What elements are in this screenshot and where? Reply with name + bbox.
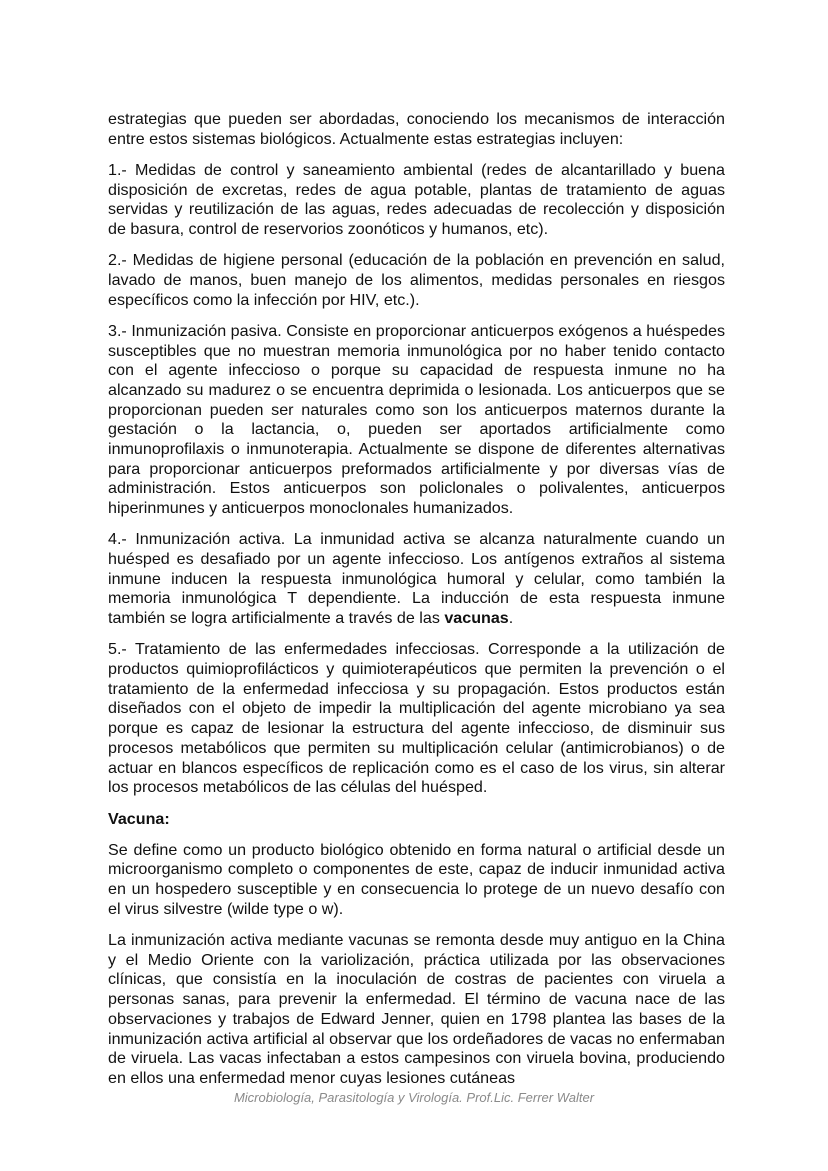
item-4-text: 4.- Inmunización activa. La inmunidad activa se alcanza naturalmente cuando un huésped es desafiado por un agente infeccioso. Los antígenos extraños al sistema inmune inducen la respuesta inmunológica humoral y celular, como también la memoria inmunológica T dependiente. La inducción de esta respuesta inmune también se logra artificialmente a través de las: [108, 530, 725, 628]
strategy-item-2: 2.- Medidas de higiene personal (educación de la población en prevención en salud, lavado de manos, buen manejo de los alimentos, medidas personales en riesgos específicos como la infección por HIV, etc.).: [108, 251, 725, 309]
document-body: [108, 110, 725, 1100]
strategy-item-5: 5.- Tratamiento de las enfermedades infecciosas. Corresponde a la utilización de productos quimioprofilácticos y quimioterapéuticos que permiten la prevención o el tratamiento de la enfermedad infecciosa y su propagación. Estos productos están diseñados con el objeto de impedir la multiplicación del agente microbiano ya sea porque es capaz de lesionar la estructura del agente infeccioso, de disminuir sus procesos metabólicos que permiten su multiplicación celular (antimicrobianos) o de actuar en blancos específicos de replicación como es el caso de los virus, sin alterar los procesos metabólicos de las células del huésped.: [108, 640, 725, 797]
strategy-item-1: 1.- Medidas de control y saneamiento ambiental (redes de alcantarillado y buena disposición de excretas, redes de agua potable, plantas de tratamiento de aguas servidas y reutilización de las aguas, redes adecuadas de recolección y disposición de basura, control de reservorios zoonóticos y humanos, etc).: [108, 160, 725, 239]
intro-paragraph: estrategias que pueden ser abordadas, conociendo los mecanismos de interacción entre estos sistemas biológicos. Actualmente estas estrategias incluyen:: [108, 110, 725, 148]
section-heading-vacuna: Vacuna:: [108, 809, 170, 828]
vaccine-history-paragraph: La inmunización activa mediante vacunas se remonta desde muy antiguo en la China y el Medio Oriente con la variolización, práctica utilizada por las observaciones clínicas, que consistía en la inoculación de costras de pacientes con viruela a personas sanas, para prevenir la enfermedad. El término de vacuna nace de las observaciones y trabajos de Edward Jenner, quien en 1798 plantea las bases de la inmunización activa artificial al observar que los ordeñadores de vacas no enfermaban de viruela. Las vacas infectaban a estos campesinos con viruela bovina, produciendo en ellos una enfermedad menor cuyas lesiones cutáneas: [108, 931, 725, 1087]
item-4-end: .: [508, 609, 514, 628]
page-footer: Microbiología, Parasitología y Virología. Prof.Lic. Ferrer Walter: [233, 1090, 595, 1105]
strategy-item-3: 3.- Inmunización pasiva. Consiste en proporcionar anticuerpos exógenos a huéspedes susceptibles que no muestran memoria inmunológica por no haber tenido contacto con el agente infeccioso o porque su capacidad de respuesta inmune no ha alcanzado su madurez o se encuentra deprimida o lesionada. Los anticuerpos que se proporcionan pueden ser naturales como son los anticuerpos maternos durante la gestación o la lactancia, o, pueden ser aportados artificialmente como inmunoprofilaxis o inmunoterapia. Actualmente se dispone de diferentes alternativas para proporcionar anticuerpos preformados artificialmente y por diversas vías de administración. Estos anticuerpos son policlonales o polivalentes, anticuerpos hiperinmunes y anticuerpos monoclonales humanizados.: [108, 321, 725, 518]
vaccine-definition-paragraph: Se define como un producto biológico obtenido en forma natural o artificial desde un microorganismo completo o componentes de este, capaz de inducir inmunidad activa en un hospedero susceptible y en consecuencia lo protege de un nuevo desafío con el virus silvestre (wilde type o w).: [108, 840, 725, 918]
item-4-bold-term: vacunas: [444, 609, 509, 628]
strategy-item-4: [108, 530, 725, 629]
